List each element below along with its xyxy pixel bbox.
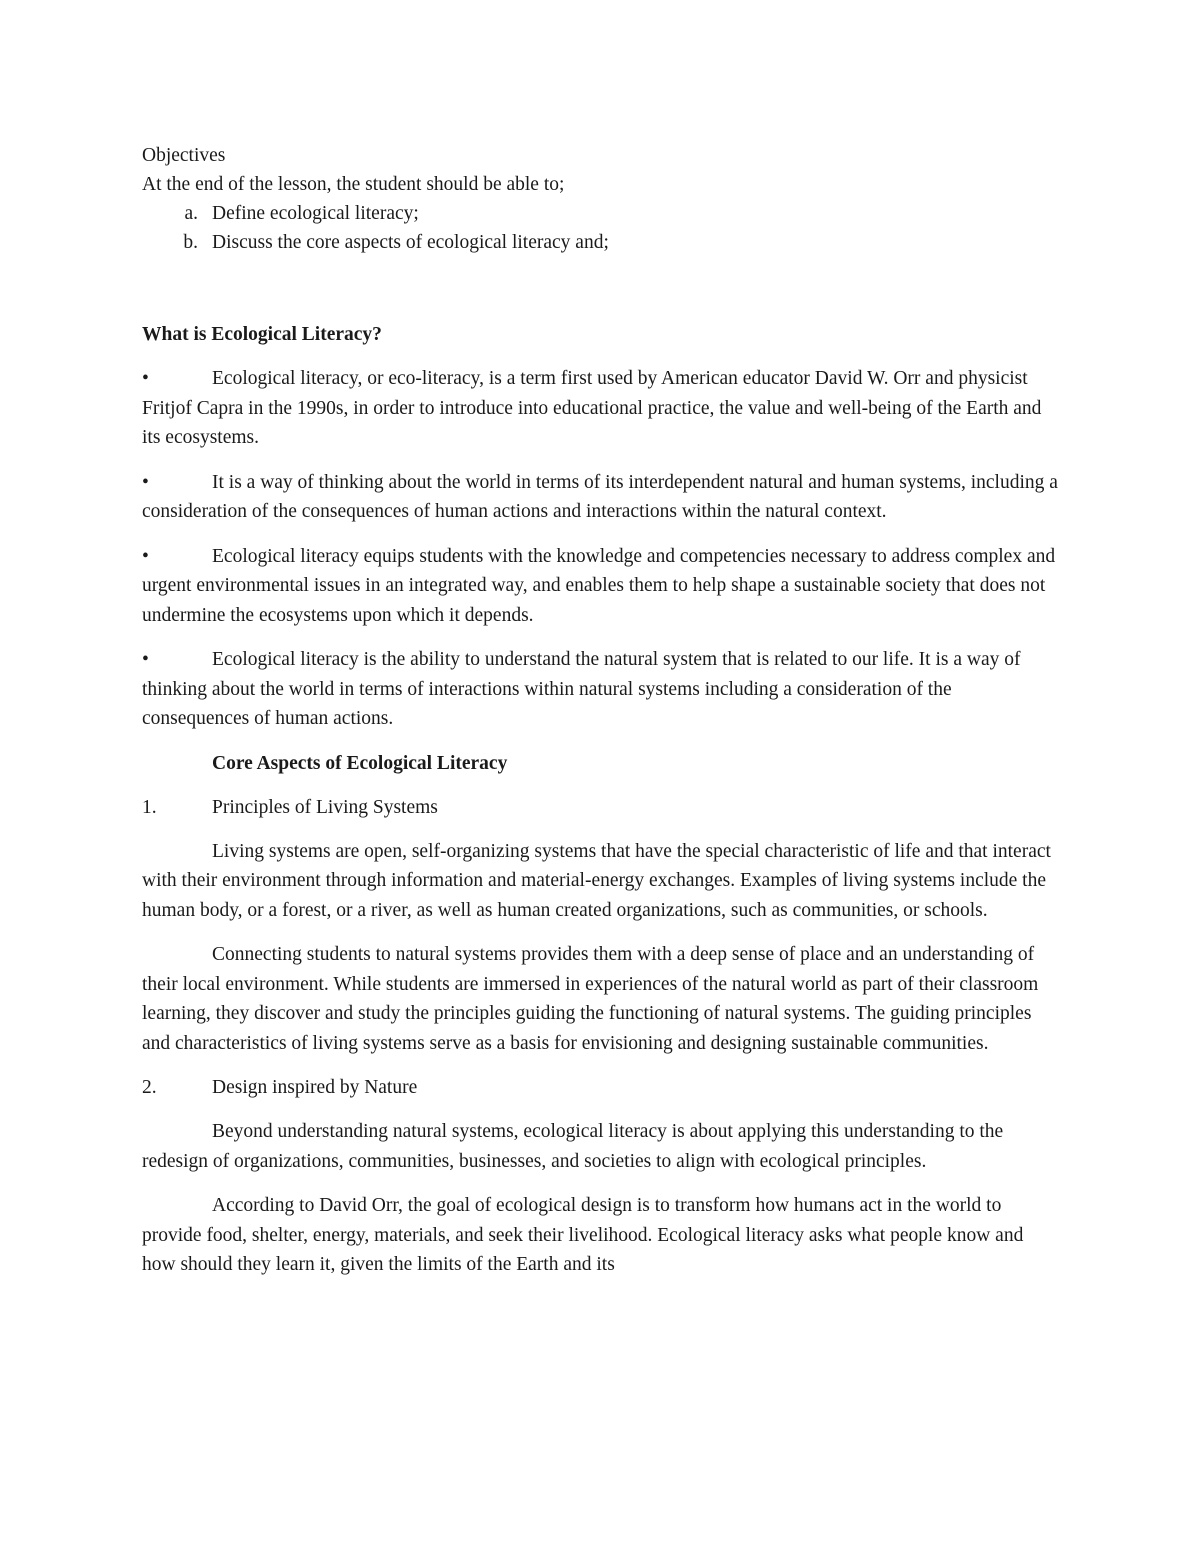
aspect-paragraph: Beyond understanding natural systems, ecological literacy is about applying this understanding to the redesign of organizations, communities, businesses, and societies to align with ecological principles. xyxy=(142,1121,1004,1172)
objective-marker: b. xyxy=(183,232,198,253)
bullet-text: Ecological literacy is the ability to understand the natural system that is related to our life. It is a way of thinking about the world in terms of interactions within natural systems including a consideration of the consequences of human actions. xyxy=(142,649,1021,729)
aspect-number: 1. xyxy=(142,796,157,818)
objectives-title: Objectives xyxy=(142,145,226,166)
objective-text: Define ecological literacy; xyxy=(212,203,419,224)
section-heading-core-aspects: Core Aspects of Ecological Literacy xyxy=(212,752,508,774)
aspect-number: 2. xyxy=(142,1077,157,1098)
bullet-marker: • xyxy=(142,545,149,567)
bullet-paragraph xyxy=(142,645,1060,734)
aspect-heading xyxy=(142,1073,1060,1102)
bullet-marker: • xyxy=(142,368,149,389)
bullet-marker: • xyxy=(142,471,149,493)
section-heading-what-is: What is Ecological Literacy? xyxy=(142,324,382,345)
aspect-heading xyxy=(142,793,1060,822)
bullet-text: It is a way of thinking about the world in terms of its interdependent natural and human systems, including a consideration of the consequences of human actions and interactions within the natural context. xyxy=(142,471,1058,522)
objective-item xyxy=(142,199,1060,228)
bullet-paragraph xyxy=(142,364,1060,453)
objectives-intro: At the end of the lesson, the student should be able to; xyxy=(142,174,565,195)
aspect-paragraph: Connecting students to natural systems provides them with a deep sense of place and an understanding of their local environment. While students are immersed in experiences of the natural world as part of their classroom learning, they discover and study the principles guiding the functioning of natural systems. The guiding principles and characteristics of living systems serve as a basis for envisioning and designing sustainable communities. xyxy=(142,944,1039,1054)
aspect-title: Principles of Living Systems xyxy=(212,796,438,818)
objective-text: Discuss the core aspects of ecological literacy and; xyxy=(212,232,609,253)
bullet-marker: • xyxy=(142,649,149,670)
bullet-text: Ecological literacy, or eco-literacy, is a term first used by American educator David W. Orr and physicist Fritjof Capra in the 1990s, in order to introduce into educational practice, the value and well-being of the Earth and its ecosystems. xyxy=(142,368,1042,448)
aspect-paragraph: Living systems are open, self-organizing systems that have the special characteristic of life and that interact with their environment through information and material-energy exchanges. Examples of living systems include the human body, or a forest, or a river, as well as human created organizations, such as communities, or schools. xyxy=(142,840,1051,921)
bullet-paragraph xyxy=(142,468,1060,527)
document-page xyxy=(142,141,1060,1280)
bullet-paragraph xyxy=(142,542,1060,631)
objective-marker: a. xyxy=(184,203,198,224)
aspect-title: Design inspired by Nature xyxy=(212,1077,418,1098)
objective-item xyxy=(142,228,1060,257)
aspect-paragraph: According to David Orr, the goal of ecological design is to transform how humans act in the world to provide food, shelter, energy, materials, and seek their livelihood. Ecological literacy asks what people know and how should they learn it, given the limits of the Earth and its xyxy=(142,1195,1024,1275)
bullet-text: Ecological literacy equips students with the knowledge and competencies necessary to address complex and urgent environmental issues in an integrated way, and enables them to help shape a sustainable society that does not undermine the ecosystems upon which it depends. xyxy=(142,545,1056,626)
